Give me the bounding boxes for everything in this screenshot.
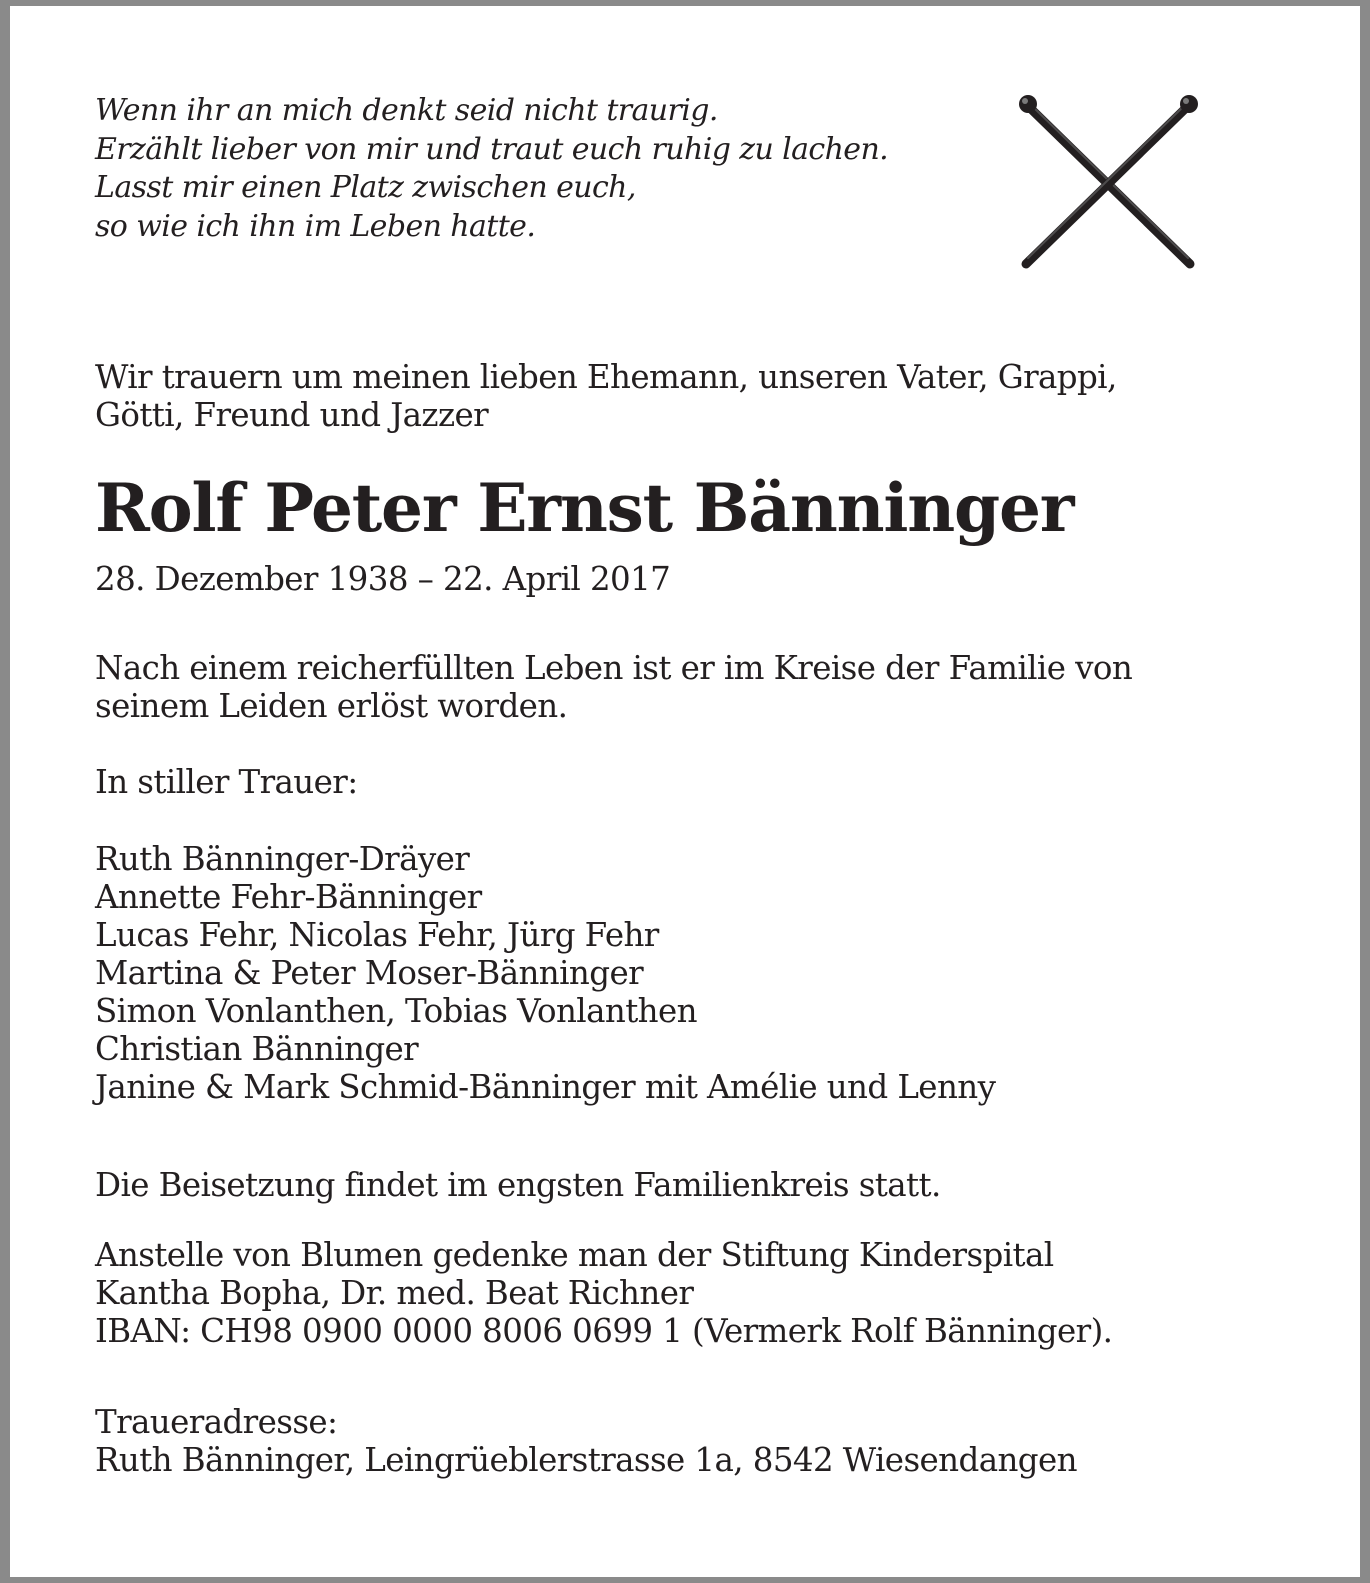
donation-line: Kantha Bopha, Dr. med. Beat Richner (95, 1274, 694, 1312)
deceased-name: Rolf Peter Ernst Bänninger (95, 469, 1074, 547)
release-line: seinem Leiden erlöst worden. (95, 687, 568, 725)
poem-line: Lasst mir einen Platz zwischen euch, (95, 170, 636, 205)
donation-iban: IBAN: CH98 0900 0000 8006 0699 1 (Vermerk Rolf Bänninger). (95, 1312, 1113, 1350)
drumstick-right-icon (1026, 95, 1198, 264)
mourners-list (95, 840, 1255, 1106)
mourner: Simon Vonlanthen, Tobias Vonlanthen (95, 992, 697, 1030)
release-line: Nach einem reicherfüllten Leben ist er im Kreise der Familie von (95, 649, 1133, 687)
funeral-notice: Die Beisetzung findet im engsten Familienkreis statt. (95, 1166, 941, 1204)
drumstick-left-icon (1019, 95, 1190, 264)
life-dates: 28. Dezember 1938 – 22. April 2017 (95, 560, 671, 598)
mourner: Martina & Peter Moser-Bänninger (95, 954, 644, 992)
release-text (95, 649, 1255, 725)
address-label: Traueradresse: (95, 1403, 338, 1441)
poem-line: Erzählt lieber von mir und traut euch ruhig zu lachen. (95, 131, 889, 167)
donation-notice (95, 1236, 1255, 1350)
intro-line: Götti, Freund und Jazzer (95, 396, 489, 434)
mourning-label: In stiller Trauer: (95, 763, 358, 801)
intro-text (95, 358, 1255, 434)
poem-line: so wie ich ihn im Leben hatte. (95, 208, 536, 244)
intro-line: Wir trauern um meinen lieben Ehemann, unseren Vater, Grappi, (95, 358, 1117, 396)
crossed-drumsticks-icon (1010, 86, 1210, 276)
mourner: Lucas Fehr, Nicolas Fehr, Jürg Fehr (95, 916, 659, 954)
poem-line: Wenn ihr an mich denkt seid nicht traurig. (95, 93, 718, 128)
mourning-address: Ruth Bänninger, Leingrüeblerstrasse 1a, 8542 Wiesendangen (95, 1441, 1077, 1479)
donation-line: Anstelle von Blumen gedenke man der Stiftung Kinderspital (95, 1236, 1054, 1274)
mourner: Ruth Bänninger-Dräyer (95, 840, 470, 878)
mourner: Christian Bänninger (95, 1030, 419, 1068)
mourner: Annette Fehr-Bänninger (95, 878, 482, 916)
mourner: Janine & Mark Schmid-Bänninger mit Amélie und Lenny (95, 1068, 996, 1106)
